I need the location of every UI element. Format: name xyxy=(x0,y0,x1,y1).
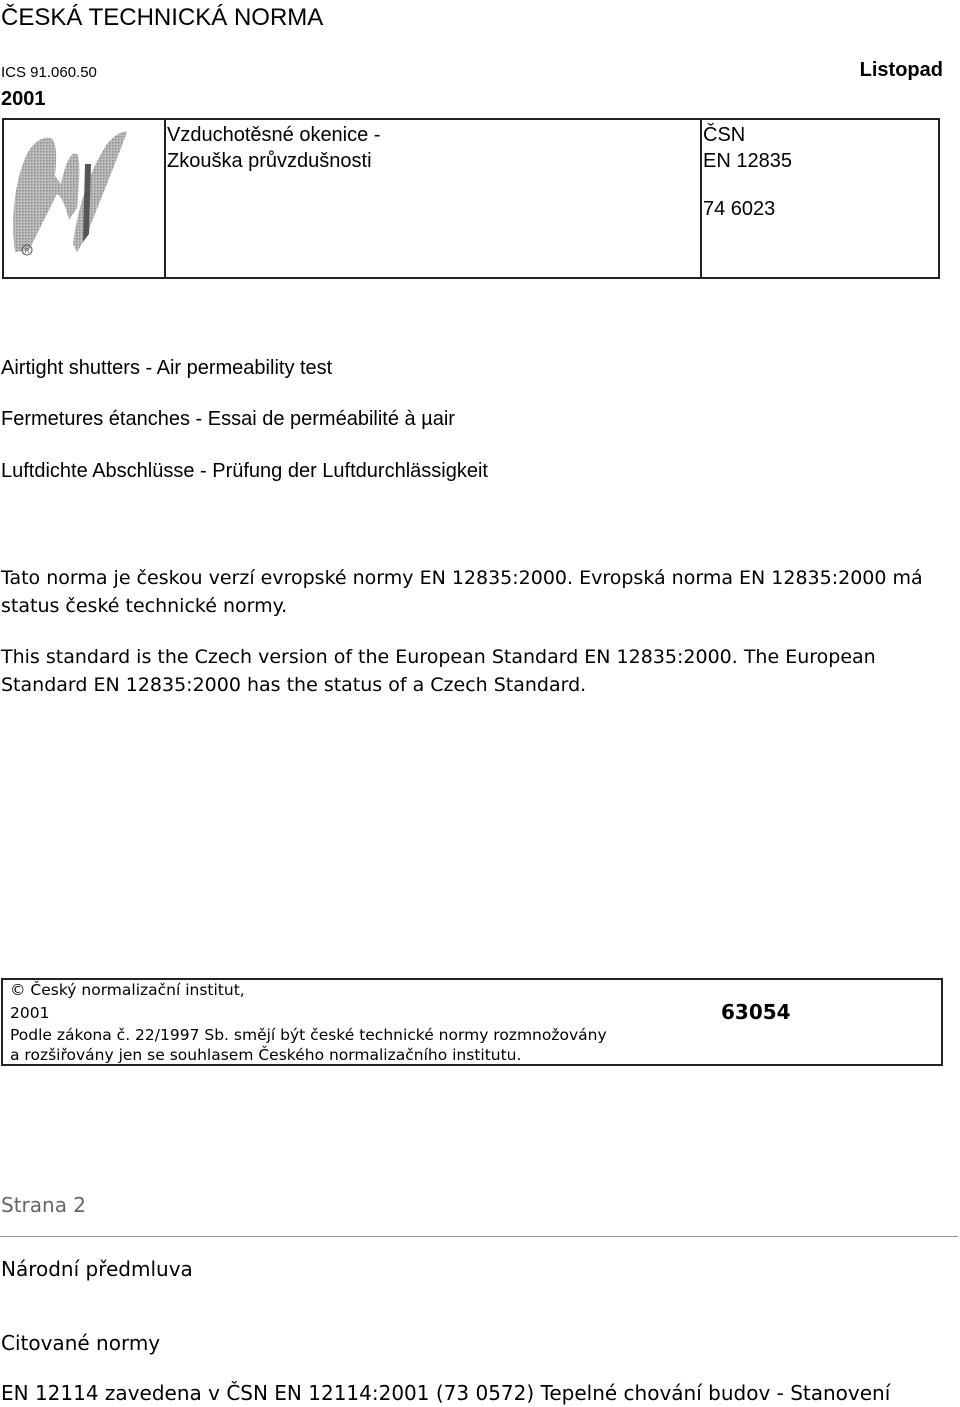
english-title: Airtight shutters - Air permeability test xyxy=(1,357,333,379)
classification-number: 74 6023 xyxy=(703,198,776,220)
german-title: Luftdichte Abschlüsse - Prüfung der Luftdurchlässigkeit xyxy=(1,460,488,482)
csn-logo-icon xyxy=(7,124,137,260)
copyright-year: 2001 xyxy=(10,1004,50,1022)
cited-standards-heading: Citované normy xyxy=(1,1331,161,1355)
ics-code: ICS 91.060.50 xyxy=(1,64,97,81)
title-block xyxy=(2,118,940,279)
svg-text:R: R xyxy=(24,247,30,255)
document-type: ČESKÁ TECHNICKÁ NORMA xyxy=(1,4,324,31)
title-block-divider xyxy=(700,120,702,277)
title-block-divider xyxy=(164,120,166,277)
copyright-notice: Podle zákona č. 22/1997 Sb. smějí být české technické normy rozmnožovány xyxy=(10,1026,607,1044)
czech-statement: Tato norma je českou verzí evropské normy EN 12835:2000. Evropská norma EN 12835:2000 má status české technické normy. xyxy=(1,567,923,617)
standard-number: EN 12835 xyxy=(703,150,792,172)
standard-designation xyxy=(703,122,792,174)
cited-standard-entry: EN 12114 zavedena v ČSN EN 12114:2001 (73 0572) Tepelné chování budov - Stanovení xyxy=(1,1381,891,1405)
standard-title-line: Zkouška průvzdušnosti xyxy=(167,150,372,172)
copyright-holder: © Český normalizační institut, xyxy=(10,981,245,999)
standard-title-line: Vzduchotěsné okenice - xyxy=(167,124,381,146)
issue-month: Listopad xyxy=(859,59,943,81)
page-divider xyxy=(0,1236,958,1237)
french-title: Fermetures étanches - Essai de perméabilité à µair xyxy=(1,408,455,430)
standard-prefix: ČSN xyxy=(703,124,746,146)
catalog-number: 63054 xyxy=(721,1000,791,1024)
english-statement: This standard is the Czech version of the European Standard EN 12835:2000. The European Standard EN 12835:2000 has the status of a Czech Standard. xyxy=(1,646,876,696)
copyright-box xyxy=(1,978,943,1066)
issue-year: 2001 xyxy=(1,88,46,110)
standard-title xyxy=(167,122,380,174)
foreword-heading: Národní předmluva xyxy=(1,1257,193,1281)
page-number: Strana 2 xyxy=(1,1193,87,1217)
copyright-notice: a rozšiřovány jen se souhlasem Českého normalizačního institutu. xyxy=(10,1046,522,1064)
